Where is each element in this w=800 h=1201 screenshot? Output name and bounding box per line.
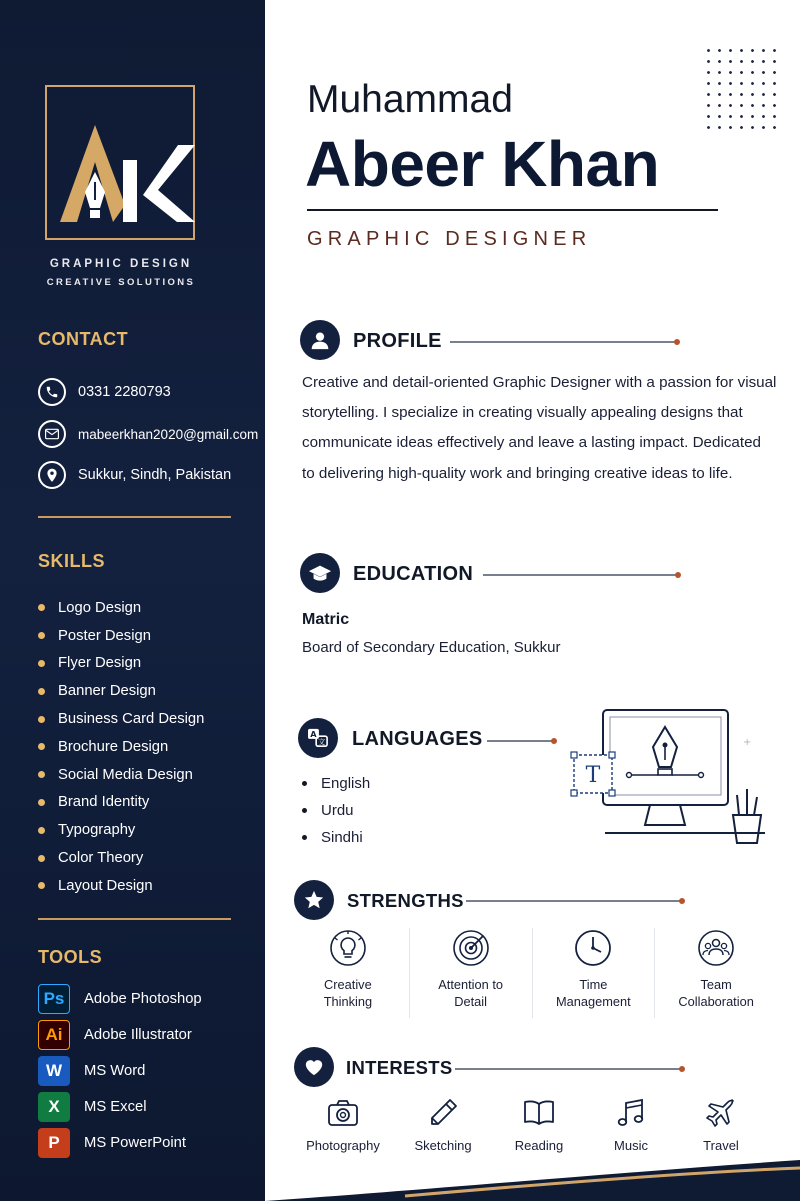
skill-label: Poster Design: [58, 627, 151, 644]
word-icon: W: [38, 1056, 70, 1086]
education-school: Board of Secondary Education, Sukkur: [302, 639, 561, 656]
team-icon: [696, 928, 736, 968]
brand-line-1: GRAPHIC DESIGN: [49, 258, 193, 270]
strength-label-line1: Creative: [324, 977, 372, 992]
star-icon: [294, 880, 334, 920]
brand-line-2: CREATIVE SOLUTIONS: [46, 277, 196, 288]
bottom-swoosh-decoration: [265, 1160, 800, 1201]
tool-label: MS PowerPoint: [84, 1135, 186, 1151]
section-dot: [551, 738, 557, 744]
phone-number[interactable]: 0331 2280793: [78, 384, 171, 400]
section-line: [483, 574, 676, 576]
bullet-icon: [38, 604, 45, 611]
list-item: [38, 622, 204, 650]
list-item: [38, 650, 204, 678]
bullet-icon: [38, 632, 45, 639]
contact-location: [38, 461, 231, 489]
phone-icon: [38, 378, 66, 406]
bullet-icon: [38, 688, 45, 695]
interest-label: Travel: [703, 1138, 739, 1153]
pencil-icon: [426, 1096, 460, 1130]
section-dot: [674, 339, 680, 345]
tool-label: MS Excel: [84, 1099, 147, 1115]
strength-label-line1: Attention to: [438, 977, 503, 992]
strength-label-line2: Thinking: [323, 994, 373, 1009]
list-item: [38, 594, 204, 622]
strengths-grid: [287, 928, 777, 1018]
list-item: [38, 761, 204, 789]
email-address[interactable]: mabeerkhan2020@gmail.com: [78, 426, 259, 442]
heart-icon: [294, 1047, 334, 1087]
list-item: [38, 872, 204, 900]
interest-item: [306, 1096, 380, 1153]
skills-heading: SKILLS: [38, 551, 106, 571]
tool-label: Adobe Illustrator: [84, 1027, 192, 1043]
strength-label-line2: Detail: [454, 994, 487, 1009]
skill-label: Business Card Design: [58, 711, 205, 728]
bullet-icon: [38, 799, 45, 806]
clock-icon: [573, 928, 613, 968]
name-divider: [307, 209, 718, 211]
contact-phone: [38, 378, 171, 406]
list-item: [38, 705, 204, 733]
tools-heading: TOOLS: [38, 947, 103, 967]
strength-label-line1: Time: [579, 977, 608, 992]
skill-label: Layout Design: [58, 877, 153, 894]
skill-label: Logo Design: [58, 599, 142, 616]
list-item: [302, 770, 370, 797]
interest-label: Music: [614, 1138, 648, 1153]
svg-text:T: T: [585, 763, 601, 788]
list-item: [38, 816, 204, 844]
bullet-icon: [38, 882, 45, 889]
profile-text: Creative and detail-oriented Graphic Designer with a passion for visual storytelling. I specialize in creating visually appealing designs that communicate ideas effectively and leave a lasting impact. Dedicated to delivering high-quality work and bringing creative ideas to life.: [302, 374, 777, 482]
skill-label: Brand Identity: [58, 794, 150, 811]
bullet-icon: [302, 781, 307, 786]
contact-email: [38, 420, 258, 448]
language-label: Sindhi: [321, 829, 363, 846]
section-dot: [679, 1066, 685, 1072]
divider: [38, 516, 231, 518]
bullet-icon: [38, 827, 45, 834]
camera-icon: [326, 1096, 360, 1130]
languages-list: [302, 770, 370, 851]
section-dot: [675, 572, 681, 578]
skill-label: Banner Design: [58, 683, 156, 700]
interest-label: Sketching: [414, 1138, 472, 1153]
language-label: Urdu: [321, 802, 354, 819]
excel-icon: X: [38, 1092, 70, 1122]
tool-photoshop: [38, 984, 202, 1014]
profile-heading: PROFILE: [353, 330, 442, 352]
job-title: GRAPHIC DESIGNER: [307, 228, 592, 250]
language-label: English: [321, 775, 371, 792]
skills-list: [38, 594, 204, 900]
strengths-heading: STRENGTHS: [347, 890, 464, 911]
interest-item: [610, 1096, 652, 1153]
user-icon: [300, 320, 340, 360]
lightbulb-icon: [328, 928, 368, 968]
sidebar: [0, 0, 265, 1201]
interest-item: [512, 1096, 566, 1153]
interest-label: Photography: [306, 1138, 380, 1153]
tool-word: [38, 1056, 145, 1086]
list-item: [38, 789, 204, 817]
strength-item: [410, 928, 533, 1018]
interest-item: [412, 1096, 474, 1153]
section-line: [450, 341, 675, 343]
section-line: [455, 1068, 680, 1070]
svg-text:+: +: [743, 737, 752, 748]
education-heading: EDUCATION: [353, 563, 474, 585]
list-item: [38, 733, 204, 761]
strength-label-line2: Management: [556, 994, 631, 1009]
interest-label: Reading: [514, 1138, 564, 1153]
list-item: [38, 844, 204, 872]
skill-label: Color Theory: [58, 850, 144, 867]
bullet-icon: [38, 855, 45, 862]
strength-item: [655, 928, 777, 1018]
contact-heading: CONTACT: [38, 329, 129, 349]
mail-icon: [38, 420, 66, 448]
skill-label: Brochure Design: [58, 738, 169, 755]
last-name: Abeer Khan: [305, 128, 660, 200]
target-icon: [451, 928, 491, 968]
list-item: [38, 677, 204, 705]
strength-label-line2: Collaboration: [678, 994, 754, 1009]
tool-label: Adobe Photoshop: [84, 991, 202, 1007]
languages-heading: LANGUAGES: [352, 728, 483, 750]
strength-item: [287, 928, 410, 1018]
first-name: Muhammad: [307, 78, 513, 121]
list-item: [302, 824, 370, 851]
tool-excel: [38, 1092, 147, 1122]
bullet-icon: [38, 771, 45, 778]
location-text: Sukkur, Sindh, Pakistan: [78, 467, 232, 483]
tool-label: MS Word: [84, 1063, 146, 1079]
bullet-icon: [38, 660, 45, 667]
dot-grid-decoration: [703, 45, 783, 130]
section-line: [487, 740, 553, 742]
bullet-icon: [38, 743, 45, 750]
interest-item: [700, 1096, 742, 1153]
plane-icon: [704, 1096, 738, 1130]
svg-text:文: 文: [318, 737, 326, 747]
tool-illustrator: [38, 1020, 192, 1050]
bullet-icon: [38, 716, 45, 723]
svg-text:A: A: [310, 729, 317, 740]
tool-powerpoint: [38, 1128, 186, 1158]
interests-heading: INTERESTS: [346, 1057, 453, 1078]
graduation-cap-icon: [300, 553, 340, 593]
book-icon: [522, 1096, 556, 1130]
bullet-icon: [302, 835, 307, 840]
education-degree: Matric: [302, 611, 350, 628]
translate-icon: [298, 718, 338, 758]
section-dot: [679, 898, 685, 904]
strength-item: [533, 928, 656, 1018]
list-item: [302, 797, 370, 824]
bullet-icon: [302, 808, 307, 813]
powerpoint-icon: P: [38, 1128, 70, 1158]
location-pin-icon: [38, 461, 66, 489]
section-line: [466, 900, 680, 902]
designer-desk-illustration-icon: [565, 705, 775, 850]
skill-label: Flyer Design: [58, 655, 142, 672]
skill-label: Typography: [58, 822, 136, 839]
illustrator-icon: Ai: [38, 1020, 70, 1050]
ak-logo-icon: [55, 100, 205, 240]
photoshop-icon: Ps: [38, 984, 70, 1014]
divider: [38, 918, 231, 920]
strength-label-line1: Team: [700, 977, 732, 992]
skill-label: Social Media Design: [58, 766, 193, 783]
music-icon: [614, 1096, 648, 1130]
